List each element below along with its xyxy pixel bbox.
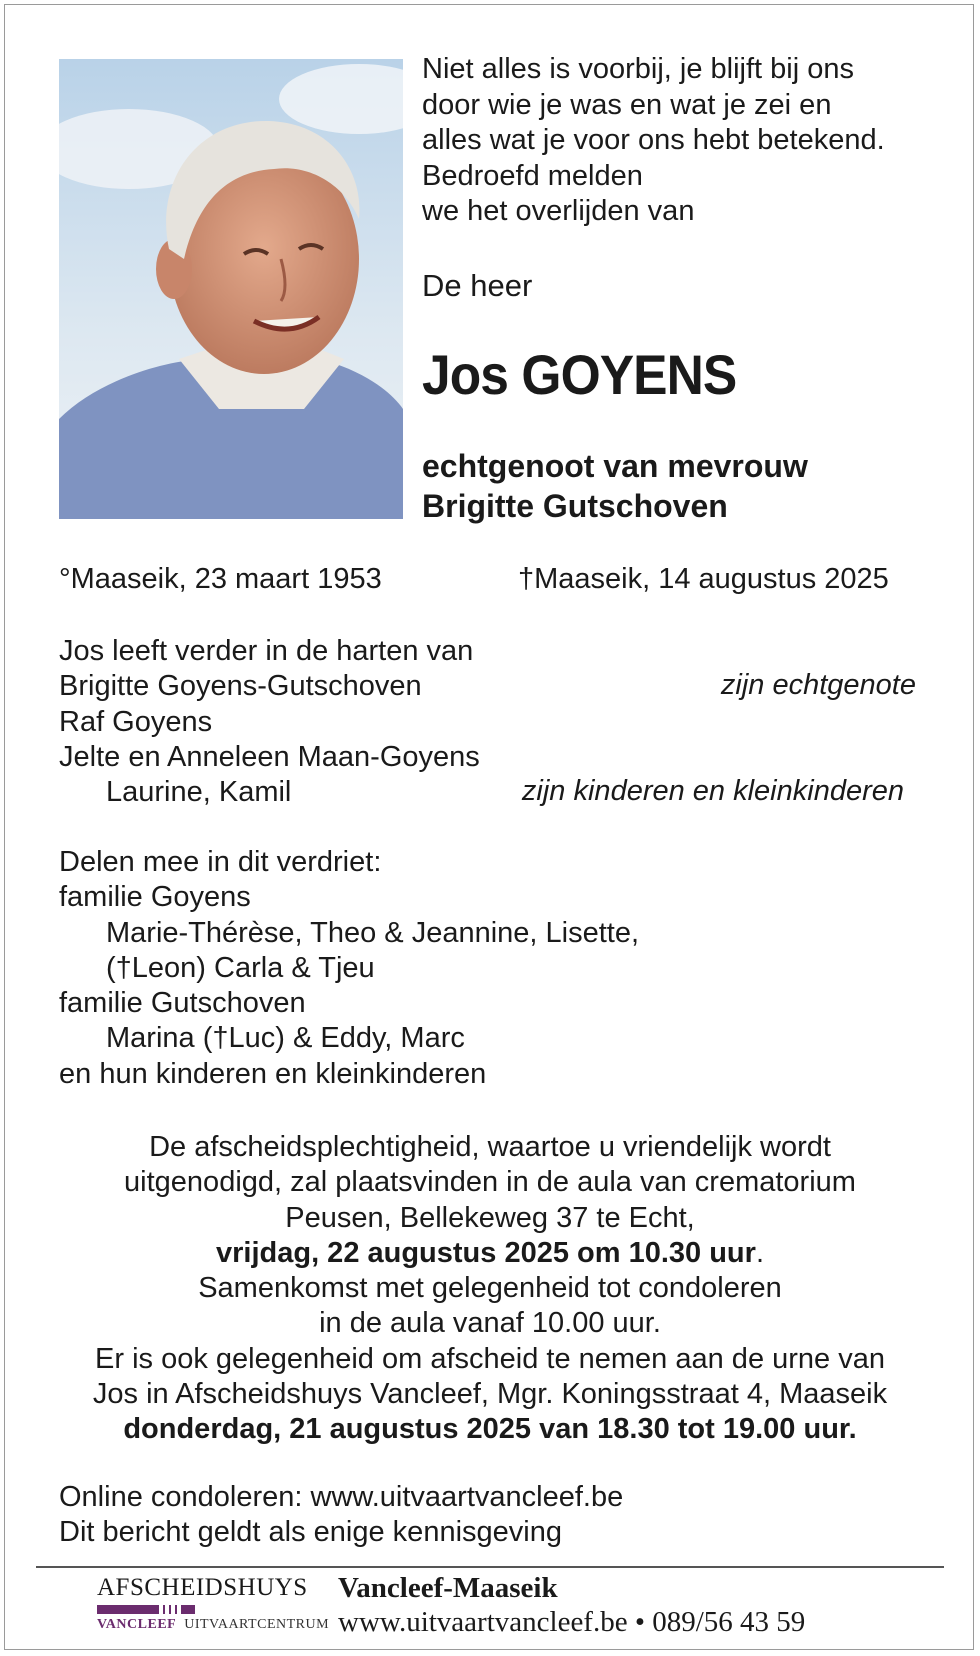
grief-intro: Delen mee in dit verdriet:	[59, 846, 382, 878]
honorific: De heer	[422, 268, 533, 303]
spouse-line: echtgenoot van mevrouw	[422, 448, 808, 484]
logo-wordmark: AFSCHEIDSHUYS	[97, 1574, 308, 1601]
poem-line: Bedroefd melden	[422, 159, 643, 192]
logo-uitvaartcentrum: UITVAARTCENTRUM	[184, 1617, 330, 1632]
ceremony-line: Samenkomst met gelegenheid tot condoleren	[198, 1272, 782, 1305]
divider	[36, 1566, 944, 1568]
survivors-intro: Jos leeft verder in de harten van	[59, 635, 474, 667]
ceremony-info	[59, 1130, 921, 1448]
poem-line: alles wat je voor ons hebt betekend.	[422, 124, 885, 156]
logo-bar	[97, 1605, 304, 1614]
poem-line: Niet alles is voorbij, je blijft bij ons	[422, 53, 854, 85]
ceremony-line: in de aula vanaf 10.00 uur.	[319, 1307, 661, 1340]
poem	[422, 52, 885, 230]
deceased-name: Jos GOYENS	[422, 343, 737, 406]
family-name: familie Gutschoven	[59, 987, 306, 1020]
ceremony-date	[59, 1236, 921, 1271]
ceremony-line: Jos in Afscheidshuys Vancleef, Mgr. Koningsstraat 4, Maaseik	[92, 1378, 888, 1411]
ceremony-line: De afscheidsplechtigheid, waartoe u vriendelijk wordt	[149, 1131, 831, 1163]
survivor-grandchildren: Laurine, Kamil	[106, 776, 292, 809]
funeral-home-contact: www.uitvaartvancleef.be • 089/56 43 59	[338, 1606, 806, 1638]
death-date: †Maaseik, 14 augustus 2025	[518, 563, 889, 595]
children-role: zijn kinderen en kleinkinderen	[521, 775, 904, 807]
survivor-spouse: Brigitte Goyens-Gutschoven	[59, 670, 422, 703]
logo-subtitle	[97, 1617, 329, 1633]
family-list	[59, 845, 639, 1092]
survivor-child: Jelte en Anneleen Maan-Goyens	[59, 740, 480, 773]
family-name: familie Goyens	[59, 881, 251, 914]
family-members: (†Leon) Carla & Tjeu	[106, 951, 375, 984]
spouse-role: zijn echtgenote	[720, 669, 916, 701]
ceremony-date-suffix: .	[755, 1236, 764, 1269]
ceremony-line: Peusen, Bellekeweg 37 te Echt,	[285, 1201, 695, 1234]
ceremony-line: Er is ook gelegenheid om afscheid te nemen aan de urne van	[95, 1342, 885, 1375]
spouse-info	[422, 446, 808, 526]
survivors-list	[59, 634, 480, 810]
portrait-photo	[59, 59, 403, 519]
funeral-home-name: Vancleef-Maaseik	[338, 1572, 558, 1604]
notice-text: Dit bericht geldt als enige kennisgeving	[59, 1516, 562, 1549]
poem-line: we het overlijden van	[422, 195, 695, 227]
poem-line: door wie je was en wat je zei en	[422, 88, 832, 121]
birth-date: °Maaseik, 23 maart 1953	[59, 563, 382, 595]
viewing-date: donderdag, 21 augustus 2025 van 18.30 tot 19.00 uur.	[123, 1413, 857, 1446]
ceremony-line: uitgenodigd, zal plaatsvinden in de aula van crematorium	[124, 1166, 856, 1199]
footer-notes	[59, 1480, 623, 1551]
ceremony-date-bold: vrijdag, 22 augustus 2025 om 10.30 uur	[215, 1236, 756, 1269]
grief-outro: en hun kinderen en kleinkinderen	[59, 1057, 487, 1090]
survivor-child: Raf Goyens	[59, 705, 213, 738]
family-members: Marie-Thérèse, Theo & Jeannine, Lisette,	[106, 916, 640, 949]
logo-vancleef: VANCLEEF	[97, 1617, 177, 1632]
online-condolence: Online condoleren: www.uitvaartvancleef.be	[59, 1481, 624, 1513]
spouse-name: Brigitte Gutschoven	[422, 488, 728, 524]
family-members: Marina (†Luc) & Eddy, Marc	[106, 1022, 465, 1055]
